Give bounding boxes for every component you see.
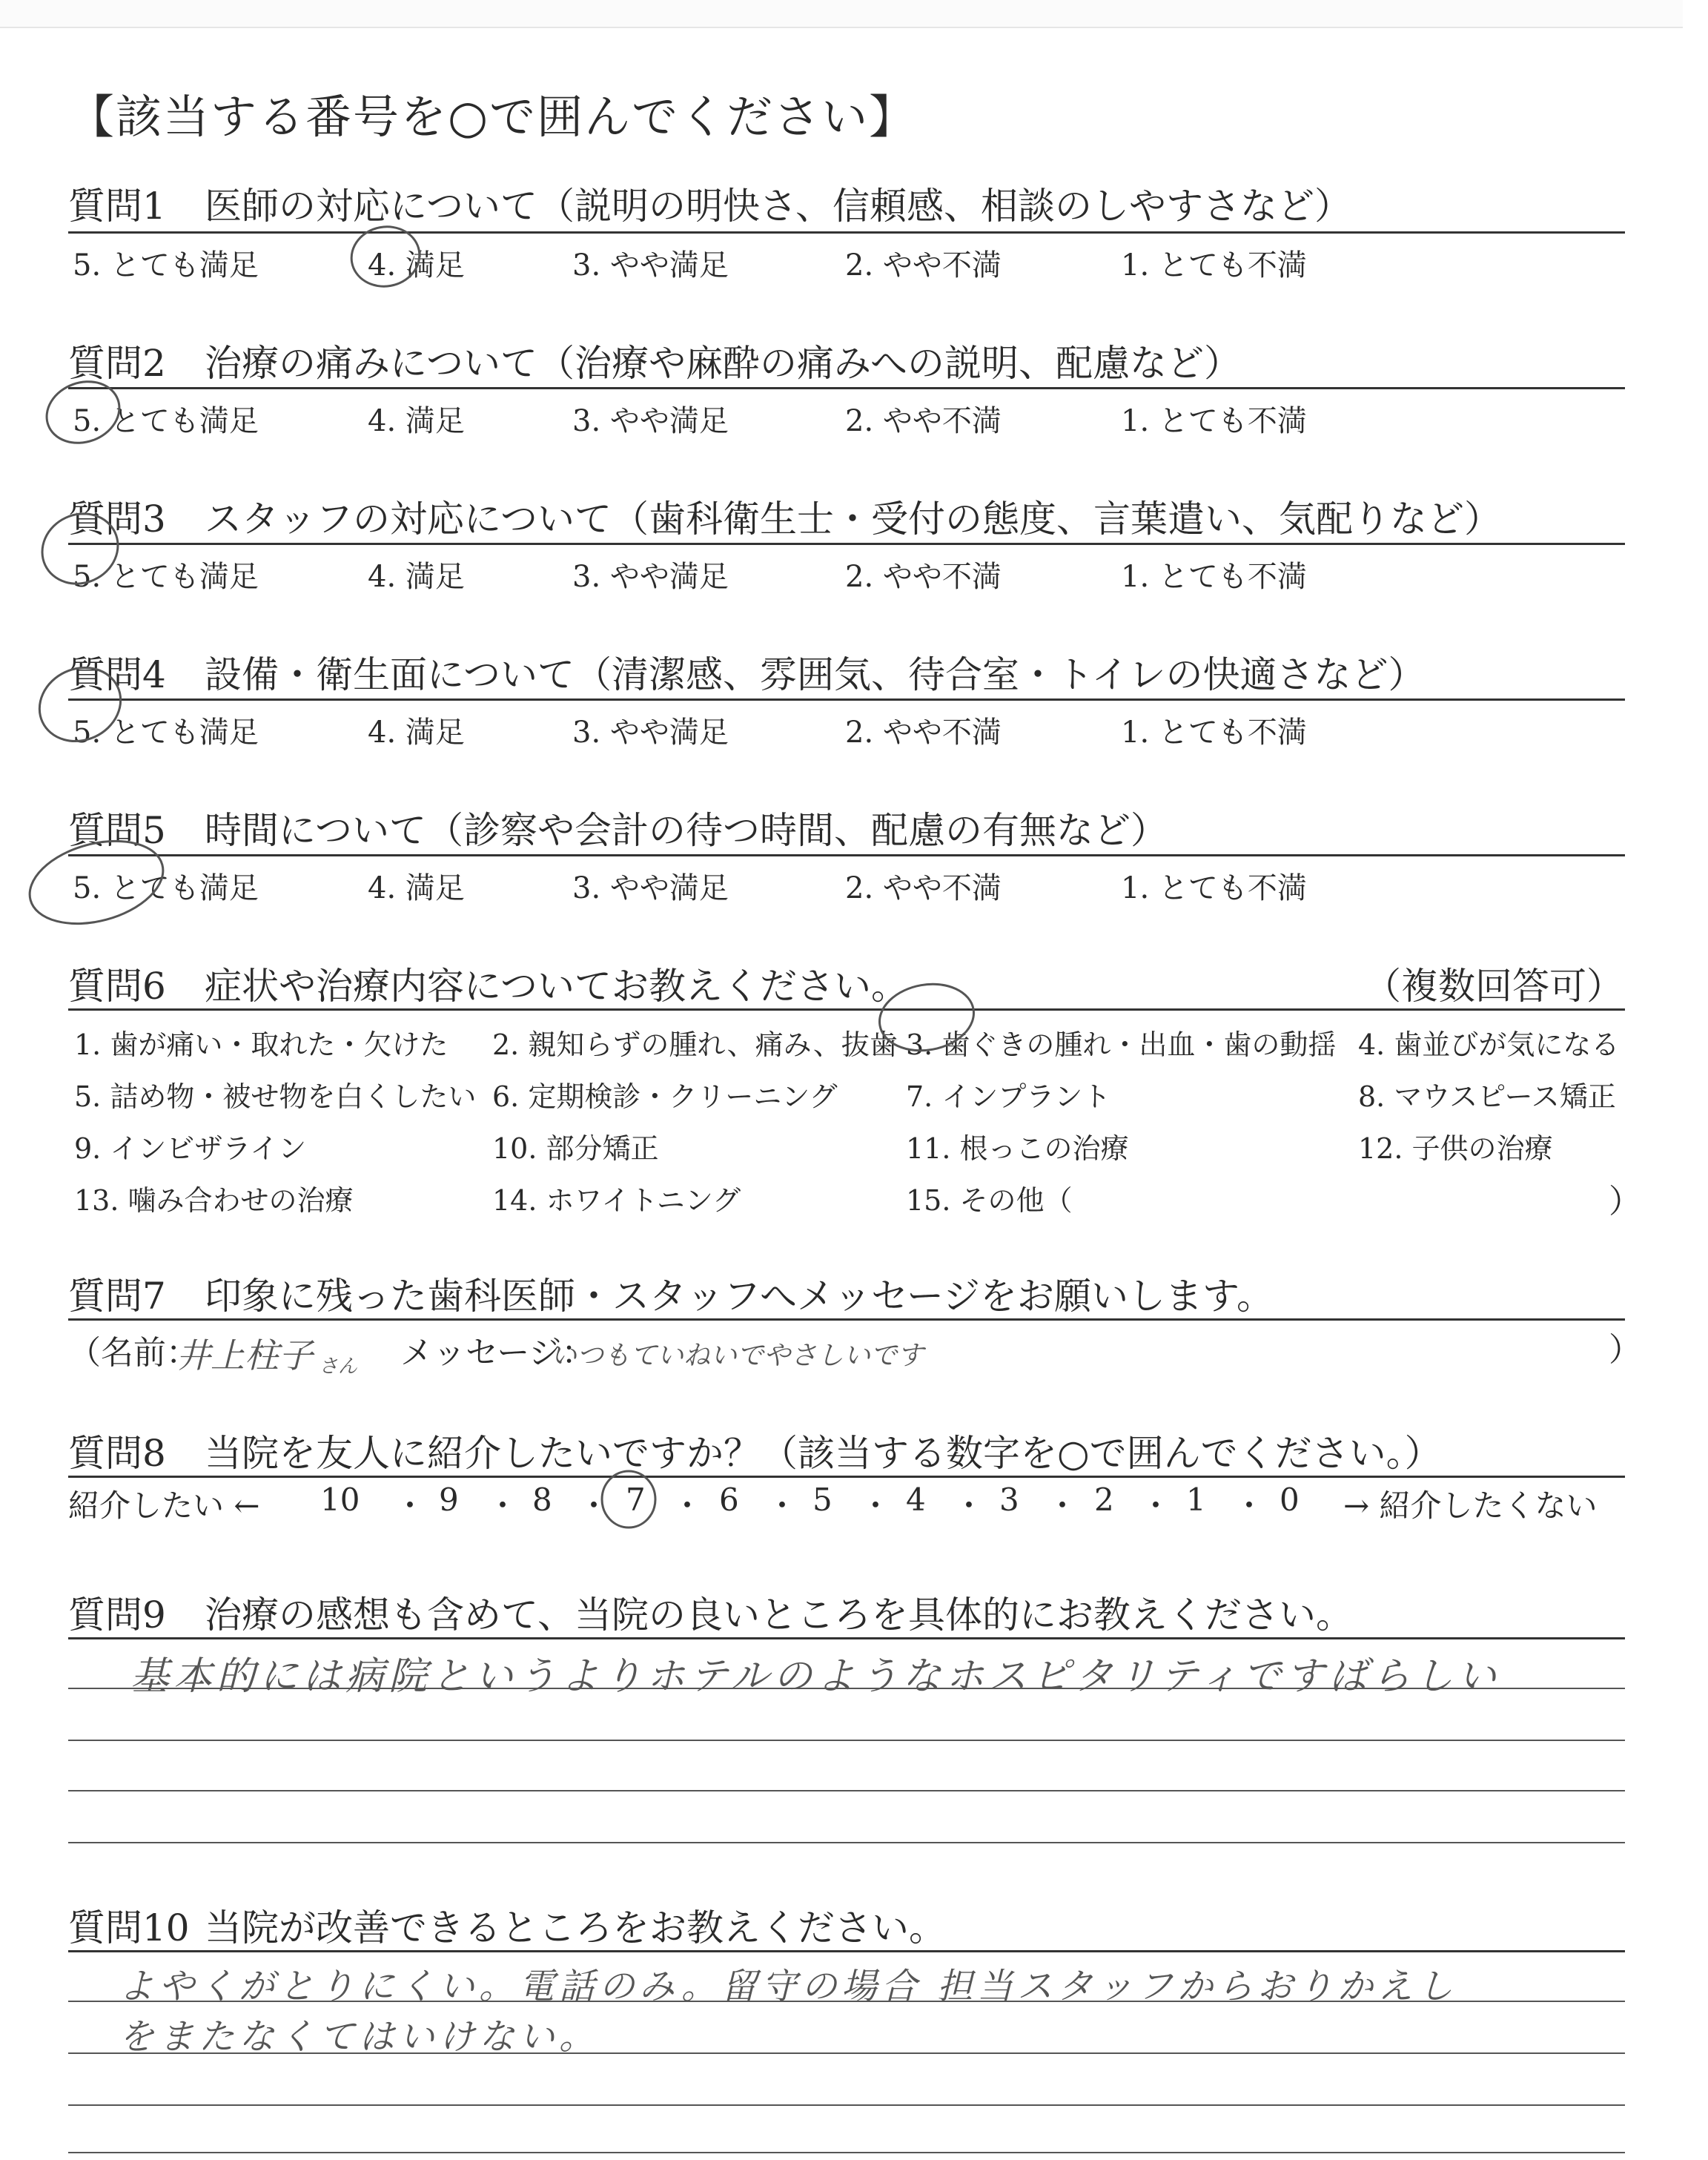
question-number: 質問5 (68, 809, 166, 852)
scale-dot: ・ (767, 1487, 798, 1524)
scale-9[interactable]: 9 (439, 1482, 459, 1518)
scale-dot: ・ (394, 1487, 426, 1524)
q1-option-2[interactable]: 2. やや不満 (845, 248, 1002, 283)
symptom-12[interactable]: 12. 子供の治療 (1358, 1132, 1553, 1165)
scale-dot: ・ (953, 1487, 985, 1524)
question-number: 質問4 (68, 653, 166, 696)
q2-option-1[interactable]: 1. とても不満 (1121, 404, 1307, 438)
symptom-1[interactable]: 1. 歯が痛い・取れた・欠けた (74, 1028, 448, 1061)
scale-4[interactable]: 4 (906, 1482, 926, 1518)
scale-8[interactable]: 8 (532, 1482, 552, 1518)
symptom-4[interactable]: 4. 歯並びが気になる (1358, 1028, 1620, 1061)
q5-selection-circle (21, 828, 173, 937)
scale-10[interactable]: 10 (320, 1482, 360, 1518)
symptom-10[interactable]: 10. 部分矯正 (492, 1132, 659, 1165)
q4-option-3[interactable]: 3. やや満足 (572, 716, 729, 750)
scale-dot: ・ (1140, 1487, 1172, 1524)
question-text: 症状や治療内容についてお教えください。 (205, 965, 908, 1008)
message-label: メッセージ： (400, 1334, 595, 1372)
multiple-answer-note: （複数回答可） (1364, 965, 1623, 1008)
symptom-9[interactable]: 9. インビザライン (74, 1132, 307, 1165)
scale-0[interactable]: 0 (1280, 1482, 1300, 1518)
q1-option-1[interactable]: 1. とても不満 (1121, 248, 1307, 283)
q3-option-1[interactable]: 1. とても不満 (1121, 560, 1307, 594)
question-number: 質問3 (68, 498, 166, 541)
message-handwritten[interactable]: いつもていねいでやさしいです (550, 1341, 924, 1371)
form-header: 【該当する番号を○で囲んでください】 (68, 90, 917, 144)
q5-option-2[interactable]: 2. やや不満 (845, 871, 1002, 905)
scale-7[interactable]: 7 (626, 1482, 646, 1518)
scale-left-label: 紹介したい ← (68, 1487, 260, 1524)
q10-answer-line1-handwritten[interactable]: よやくがとりにくい。電話のみ。留守の場合 担当スタッフからおりかえし (119, 1966, 1458, 2007)
q3-selection-circle (30, 501, 129, 595)
q2-option-3[interactable]: 3. やや満足 (572, 404, 729, 438)
question-number: 質問8 (68, 1432, 166, 1475)
question-text: 医師の対応について（説明の明快さ、信頼感、相談のしやすさなど） (205, 185, 1351, 228)
q2-option-5[interactable]: 5. とても満足 (73, 404, 259, 438)
question-number: 質問10 (68, 1906, 190, 1949)
question-text: 設備・衛生面について（清潔感、雰囲気、待合室・トイレの快適さなど） (205, 653, 1426, 696)
symptom-13[interactable]: 13. 噛み合わせの治療 (74, 1184, 354, 1217)
question-text: 治療の感想も含めて、当院の良いところを具体的にお教えください。 (205, 1593, 1353, 1636)
q5-option-4[interactable]: 4. 満足 (368, 871, 465, 905)
question-text: 印象に残った歯科医師・スタッフへメッセージをお願いします。 (205, 1275, 1274, 1318)
scale-dot: ・ (578, 1487, 610, 1524)
q1-selection-circle (347, 222, 424, 292)
name-handwritten[interactable]: 井上柱子 (176, 1335, 313, 1375)
scale-dot: ・ (1047, 1487, 1079, 1524)
scale-6[interactable]: 6 (719, 1482, 739, 1518)
q2-selection-circle (38, 371, 128, 452)
scale-dot: ・ (672, 1487, 704, 1524)
q1-option-3[interactable]: 3. やや満足 (572, 248, 729, 283)
question-text: 時間について（診察や会計の待つ時間、配慮の有無など） (205, 809, 1168, 852)
q3-option-5[interactable]: 5. とても満足 (73, 560, 259, 594)
message-close-paren: ） (1609, 1331, 1641, 1369)
q3-option-3[interactable]: 3. やや満足 (572, 560, 729, 594)
question-text: スタッフの対応について（歯科衛生士・受付の態度、言葉遣い、気配りなど） (205, 498, 1501, 541)
symptom-7[interactable]: 7. インプラント (906, 1080, 1111, 1113)
symptom-11[interactable]: 11. 根っこの治療 (906, 1132, 1129, 1165)
scale-1[interactable]: 1 (1186, 1482, 1206, 1518)
question-text: 当院を友人に紹介したいですか？（該当する数字を○で囲んでください。） (205, 1432, 1442, 1475)
symptom-15-other[interactable]: 15. その他（ (906, 1184, 1073, 1217)
q8-selection-circle (602, 1471, 655, 1527)
q4-selection-circle (27, 655, 133, 754)
other-close-paren: ） (1609, 1183, 1641, 1221)
q10-answer-line2-handwritten[interactable]: をまたなくてはいけない。 (119, 2016, 600, 2058)
q5-option-5[interactable]: 5. とても満足 (73, 871, 259, 905)
symptom-8[interactable]: 8. マウスピース矯正 (1358, 1080, 1616, 1113)
scale-dot: ・ (487, 1487, 519, 1524)
question-number: 質問7 (68, 1275, 166, 1318)
q3-option-2[interactable]: 2. やや不満 (845, 560, 1002, 594)
q1-option-5[interactable]: 5. とても満足 (73, 248, 259, 283)
scale-dot: ・ (860, 1487, 892, 1524)
q9-answer-handwritten[interactable]: 基本的には病院というよりホテルのようなホスピタリティですばらしい (130, 1654, 1501, 1699)
scale-2[interactable]: 2 (1094, 1482, 1114, 1518)
name-label: （名前： (68, 1334, 199, 1372)
symptom-3[interactable]: 3. 歯ぐきの腫れ・出血・歯の動揺 (906, 1028, 1337, 1061)
q6-selection-circle (874, 977, 979, 1058)
question-number: 質問6 (68, 965, 166, 1008)
symptom-5[interactable]: 5. 詰め物・被せ物を白くしたい (74, 1080, 477, 1113)
q5-option-1[interactable]: 1. とても不満 (1121, 871, 1307, 905)
question-number: 質問1 (68, 185, 166, 228)
q4-option-5[interactable]: 5. とても満足 (73, 716, 259, 750)
symptom-6[interactable]: 6. 定期検診・クリーニング (492, 1080, 838, 1113)
question-number: 質問2 (68, 342, 166, 385)
scale-dot: ・ (1234, 1487, 1265, 1524)
q4-option-1[interactable]: 1. とても不満 (1121, 716, 1307, 750)
q4-option-4[interactable]: 4. 満足 (368, 716, 465, 750)
q1-option-4[interactable]: 4. 満足 (368, 248, 465, 283)
question-text: 治療の痛みについて（治療や麻酔の痛みへの説明、配慮など） (205, 342, 1241, 385)
scale-3[interactable]: 3 (999, 1482, 1019, 1518)
q2-option-4[interactable]: 4. 満足 (368, 404, 465, 438)
symptom-2[interactable]: 2. 親知らずの腫れ、痛み、抜歯 (492, 1028, 898, 1061)
q2-option-2[interactable]: 2. やや不満 (845, 404, 1002, 438)
scale-right-label: → 紹介したくない (1343, 1487, 1598, 1524)
q3-option-4[interactable]: 4. 満足 (368, 560, 465, 594)
q5-option-3[interactable]: 3. やや満足 (572, 871, 729, 905)
question-text: 当院が改善できるところをお教えください。 (205, 1906, 946, 1949)
symptom-14[interactable]: 14. ホワイトニング (492, 1184, 741, 1217)
name-suffix-handwritten: さん (319, 1355, 358, 1378)
q4-option-2[interactable]: 2. やや不満 (845, 716, 1002, 750)
question-number: 質問9 (68, 1593, 166, 1636)
scale-5[interactable]: 5 (812, 1482, 833, 1518)
